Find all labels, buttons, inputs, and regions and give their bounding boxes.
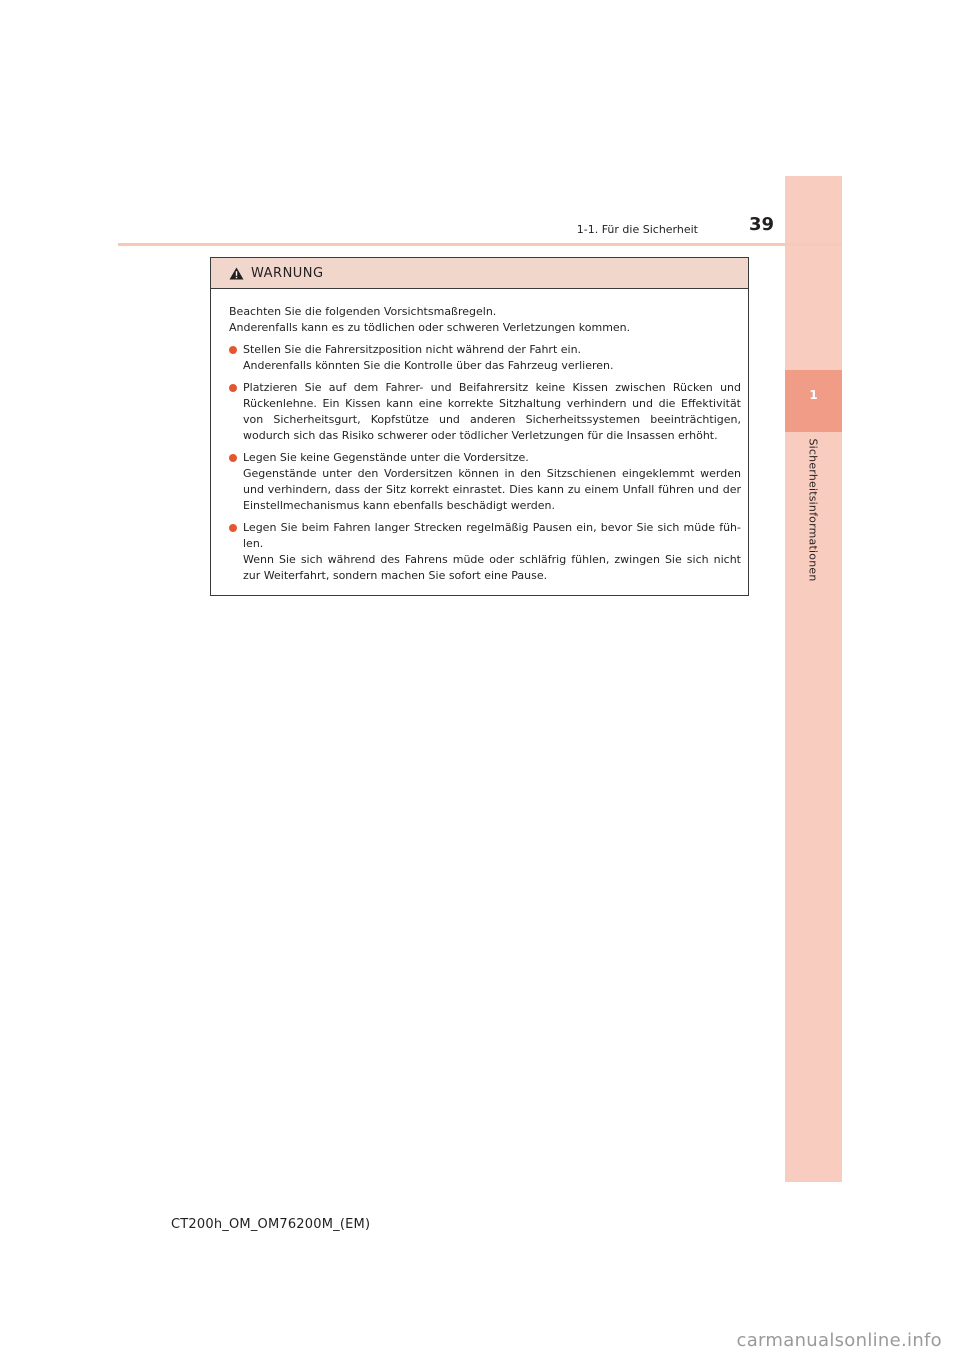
bullet-line: Wenn Sie sich während des Fahrens müde oder schläfrig fühlen, zwingen Sie sich nicht zur Weiterfahrt, sondern machen Sie sofort eine Pause.: [243, 553, 741, 582]
bullet-dot-icon: [229, 384, 237, 392]
warning-triangle-icon: [229, 267, 244, 280]
warning-bullet: [229, 342, 741, 374]
watermark: carmanualsonline.info: [736, 1330, 942, 1351]
bullet-line: Platzieren Sie auf dem Fahrer- und Beifahrersitz keine Kissen zwischen Rücken und Rückenlehne. Ein Kissen kann eine korrekte Sitzhaltung verhindern und die Effektivität von Sicherheitsgurt, Kopfstütze und anderen Sicherheitssystemen beeinträchtigen, wodurch sich das Risiko schwerer oder tödlicher Verletzungen für die Insassen erhöht.: [243, 381, 741, 442]
warning-title: WARNUNG: [251, 265, 324, 281]
bullet-dot-icon: [229, 524, 237, 532]
bullet-line: Legen Sie beim Fahren langer Strecken regelmäßig Pausen ein, bevor Sie sich müde füh-len.: [243, 521, 741, 550]
warning-bullet: [229, 520, 741, 584]
bullet-line: Legen Sie keine Gegenstände unter die Vordersitze.: [243, 451, 529, 464]
warning-bullet: [229, 380, 741, 444]
page-number: 39: [749, 214, 775, 235]
document-code: CT200h_OM_OM76200M_(EM): [171, 1217, 371, 1232]
warning-body: [211, 289, 748, 584]
chapter-number: 1: [809, 388, 818, 402]
bullet-line: Anderenfalls könnten Sie die Kontrolle über das Fahrzeug verlieren.: [243, 359, 614, 372]
bullet-dot-icon: [229, 346, 237, 354]
warning-box: [210, 257, 749, 596]
warning-bullet: [229, 450, 741, 514]
section-title: 1-1. Für die Sicherheit: [576, 223, 698, 236]
warning-header: [211, 258, 748, 289]
warning-intro-line: Anderenfalls kann es zu tödlichen oder schweren Verletzungen kommen.: [229, 321, 631, 334]
chapter-label: Sicherheitsinformationen: [806, 438, 820, 582]
bullet-line: Stellen Sie die Fahrersitzposition nicht während der Fahrt ein.: [243, 343, 582, 356]
header-rule: [118, 243, 842, 246]
bullet-dot-icon: [229, 454, 237, 462]
warning-intro-line: Beachten Sie die folgenden Vorsichtsmaßregeln.: [229, 305, 497, 318]
side-tab: [785, 176, 842, 1182]
warning-intro: [229, 304, 741, 336]
bullet-line: Gegenstände unter den Vordersitzen können in den Sitzschienen eingeklemmt werden und verhindern, dass der Sitz korrekt einrastet. Dies kann zu einem Unfall führen und der Einstellmechanismus kann ebenfalls beschädigt werden.: [243, 467, 741, 512]
